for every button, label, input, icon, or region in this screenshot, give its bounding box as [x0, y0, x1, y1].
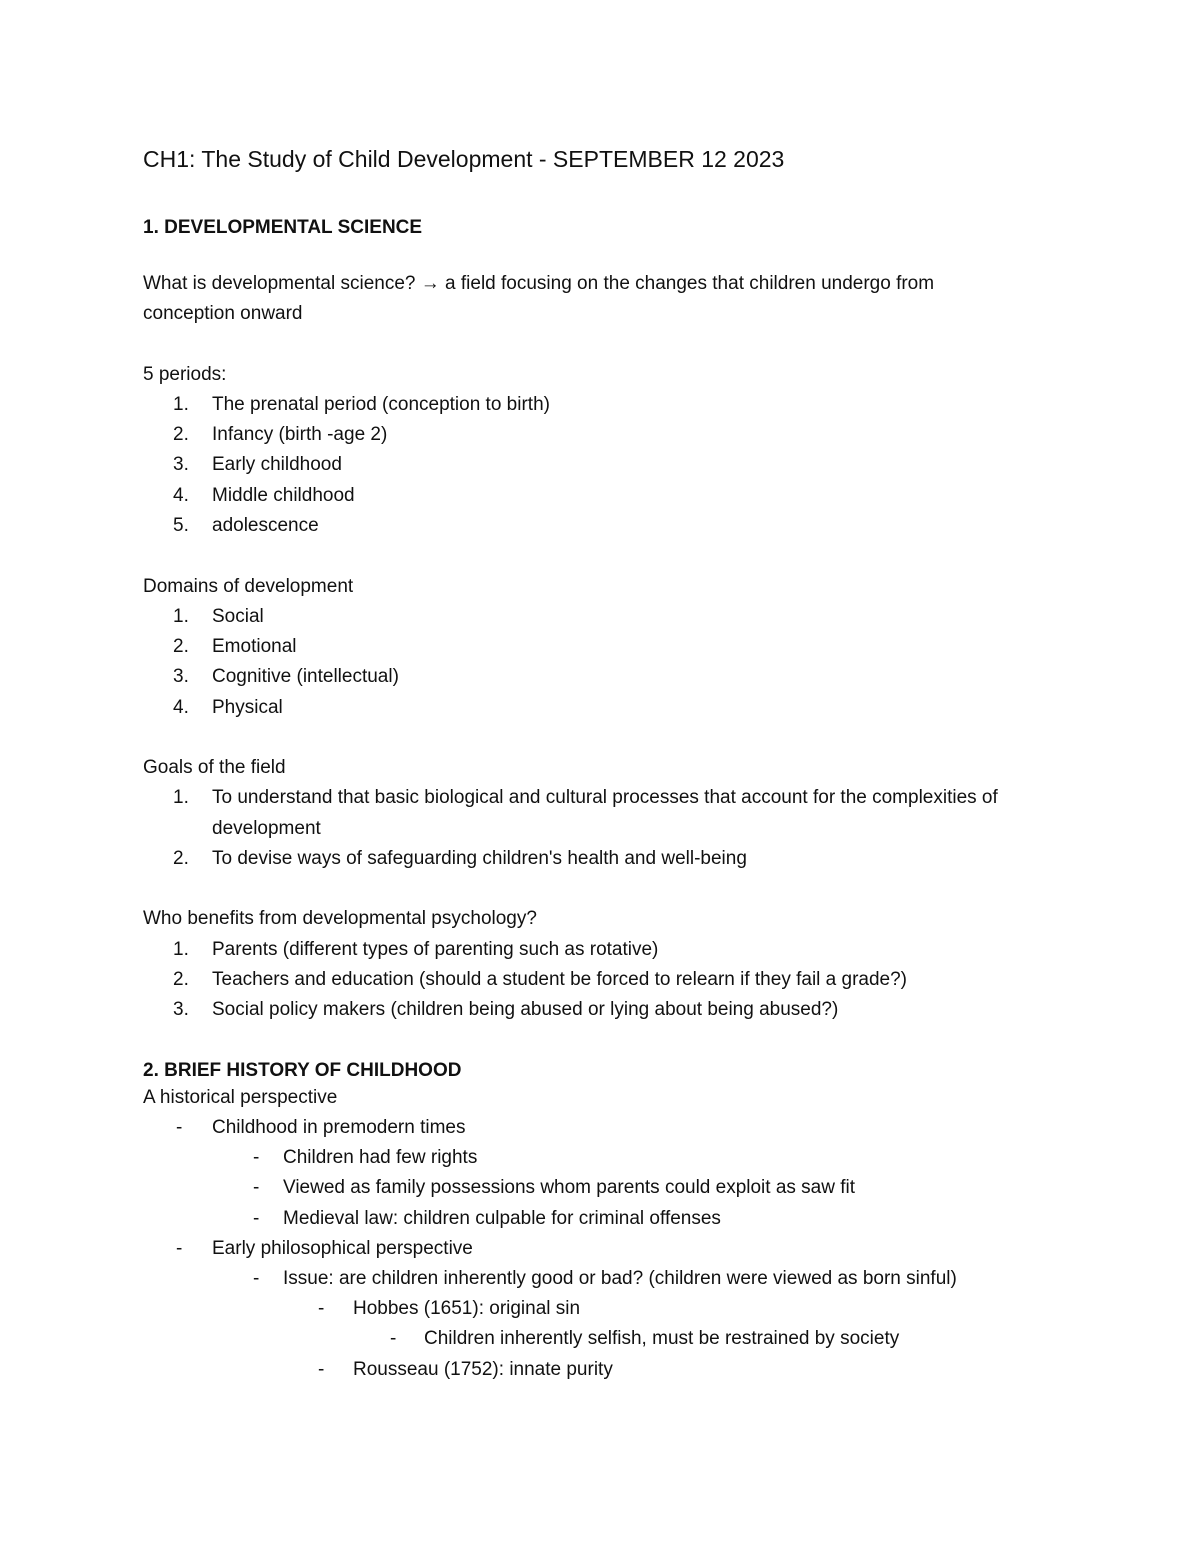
page-title: CH1: The Study of Child Development - SEPTEMBER 12 2023 — [143, 146, 785, 172]
bullet-dash: - — [253, 1177, 260, 1198]
list-number: 2. — [173, 424, 189, 445]
list-number: 4. — [173, 697, 189, 718]
bullet-item: Rousseau (1752): innate purity — [353, 1359, 613, 1380]
list-item: Infancy (birth -age 2) — [212, 424, 388, 445]
bullet-dash: - — [176, 1238, 183, 1259]
list-item: adolescence — [212, 515, 319, 536]
list-item: To devise ways of safeguarding children's health and well-being — [212, 848, 747, 869]
list-item: To understand that basic biological and cultural processes that account for the complexities of — [212, 787, 998, 808]
list-item-continued: development — [212, 818, 321, 839]
bullet-item: Hobbes (1651): original sin — [353, 1298, 581, 1319]
list-number: 1. — [173, 787, 189, 808]
bullet-item: Childhood in premodern times — [212, 1117, 466, 1138]
bullet-dash: - — [253, 1208, 260, 1229]
list-number: 1. — [173, 939, 189, 960]
list-item: The prenatal period (conception to birth) — [212, 394, 550, 415]
bullet-dash: - — [318, 1359, 325, 1380]
list-number: 3. — [173, 454, 189, 475]
list-number: 2. — [173, 848, 189, 869]
bullet-dash: - — [390, 1328, 397, 1349]
list-item: Middle childhood — [212, 485, 355, 506]
bullet-item: Medieval law: children culpable for criminal offenses — [283, 1208, 721, 1229]
list-item: Emotional — [212, 636, 297, 657]
list-number: 2. — [173, 636, 189, 657]
bullet-item: Issue: are children inherently good or bad? (children were viewed as born sinful) — [283, 1268, 957, 1289]
bullet-item: Viewed as family possessions whom parents could exploit as saw fit — [283, 1177, 856, 1198]
list-number: 4. — [173, 485, 189, 506]
list-item: Physical — [212, 697, 283, 718]
bullet-dash: - — [176, 1117, 183, 1138]
periods-label: 5 periods: — [143, 364, 227, 385]
bullet-dash: - — [318, 1298, 325, 1319]
list-number: 2. — [173, 969, 189, 990]
bullet-item: Children had few rights — [283, 1147, 478, 1168]
bullet-dash: - — [253, 1268, 260, 1289]
list-number: 3. — [173, 666, 189, 687]
list-number: 1. — [173, 606, 189, 627]
section-heading-developmental-science: 1. DEVELOPMENTAL SCIENCE — [143, 217, 423, 238]
list-item: Social policy makers (children being abused or lying about being abused?) — [212, 999, 839, 1020]
goals-label: Goals of the field — [143, 757, 286, 778]
bullet-dash: - — [253, 1147, 260, 1168]
list-item: Teachers and education (should a student be forced to relearn if they fail a grade?) — [212, 969, 907, 990]
list-item: Early childhood — [212, 454, 342, 475]
section-heading-history: 2. BRIEF HISTORY OF CHILDHOOD — [143, 1060, 462, 1081]
list-number: 5. — [173, 515, 189, 536]
definition-line: What is developmental science? → a field focusing on the changes that children undergo from — [143, 273, 935, 294]
list-number: 1. — [173, 394, 189, 415]
list-item: Social — [212, 606, 264, 627]
domains-label: Domains of development — [143, 576, 354, 597]
list-number: 3. — [173, 999, 189, 1020]
section-subheading: A historical perspective — [143, 1087, 338, 1108]
benefits-label: Who benefits from developmental psychology? — [143, 908, 537, 929]
definition-line-continued: conception onward — [143, 303, 303, 324]
list-item: Cognitive (intellectual) — [212, 666, 399, 687]
list-item: Parents (different types of parenting such as rotative) — [212, 939, 659, 960]
bullet-item: Children inherently selfish, must be restrained by society — [424, 1328, 900, 1349]
bullet-item: Early philosophical perspective — [212, 1238, 473, 1259]
